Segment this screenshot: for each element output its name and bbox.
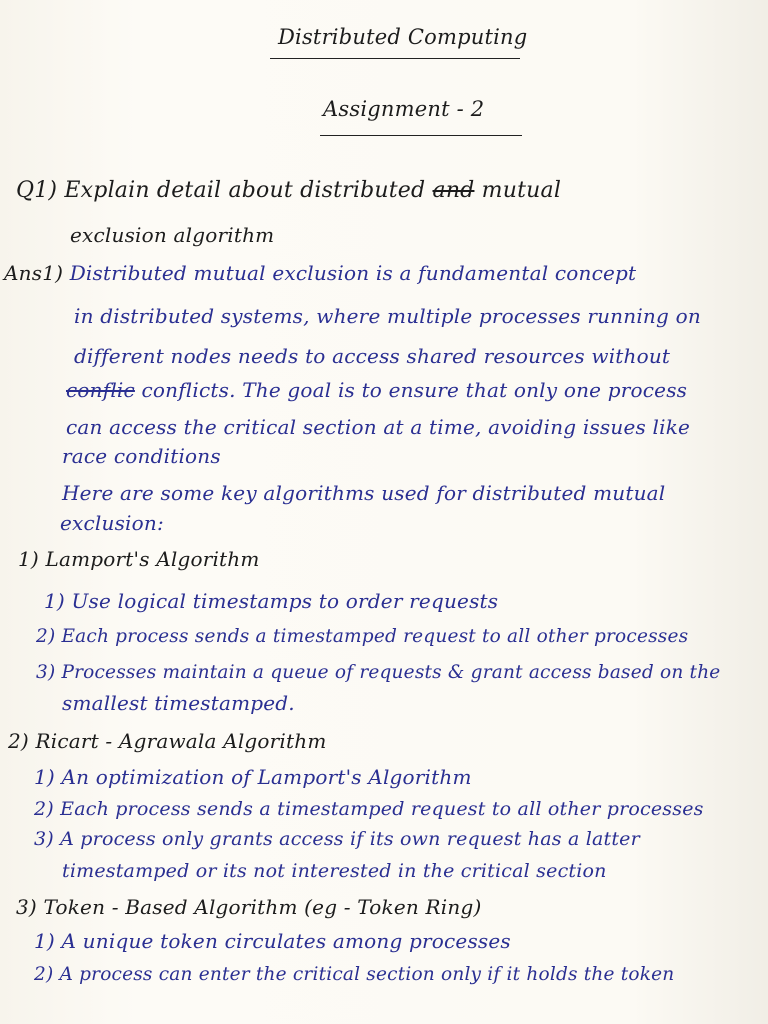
algorithm-point: 1) A unique token circulates among processes bbox=[34, 929, 511, 953]
algorithm-point: 2) A process can enter the critical section only if it holds the token bbox=[34, 964, 675, 985]
algorithm-heading: 3) Token - Based Algorithm (eg - Token Ring) bbox=[16, 895, 482, 919]
algorithm-point: 1) Use logical timestamps to order requests bbox=[44, 589, 499, 613]
question-number: Q1) bbox=[16, 178, 58, 203]
subtitle-underline bbox=[320, 135, 522, 136]
answer-line-2: in distributed systems, where multiple processes running on bbox=[74, 304, 701, 328]
page-title: Distributed Computing bbox=[278, 25, 528, 49]
title-underline bbox=[270, 58, 520, 59]
question-line-2: exclusion algorithm bbox=[70, 223, 275, 247]
algorithm-heading: 1) Lamport's Algorithm bbox=[18, 547, 260, 571]
answer-struck-word: conflic bbox=[66, 378, 135, 402]
answer-line-5: can access the critical section at a time, avoiding issues like bbox=[66, 415, 691, 439]
question-text: Explain detail about distributed bbox=[64, 178, 426, 203]
page-subtitle: Assignment - 2 bbox=[323, 97, 485, 121]
answer-line-1 bbox=[4, 260, 636, 286]
answer-text: conflicts. The goal is to ensure that only one process bbox=[141, 378, 688, 402]
answer-line-3: different nodes needs to access shared resources without bbox=[74, 344, 671, 368]
algorithm-point: 2) Each process sends a timestamped request to all other processes bbox=[36, 626, 689, 647]
answer-lead-2: exclusion: bbox=[60, 511, 164, 535]
algorithm-point: 2) Each process sends a timestamped request to all other processes bbox=[34, 798, 704, 820]
algorithm-point: 3) A process only grants access if its own request has a latter bbox=[34, 828, 640, 850]
answer-number: Ans1) bbox=[4, 261, 64, 285]
algorithm-heading: 2) Ricart - Agrawala Algorithm bbox=[8, 729, 327, 753]
algorithm-point: 1) An optimization of Lamport's Algorithm bbox=[34, 765, 472, 789]
question-line-1 bbox=[16, 178, 561, 204]
algorithm-point: timestamped or its not interested in the critical section bbox=[62, 860, 607, 882]
answer-lead-1: Here are some key algorithms used for distributed mutual bbox=[62, 481, 666, 505]
algorithm-point: smallest timestamped. bbox=[62, 691, 295, 715]
question-struck-word: and bbox=[432, 178, 475, 203]
answer-line-6: race conditions bbox=[62, 444, 221, 468]
algorithm-point: 3) Processes maintain a queue of requests & grant access based on the bbox=[36, 662, 721, 683]
answer-line-4 bbox=[66, 377, 687, 403]
answer-text: Distributed mutual exclusion is a fundamental concept bbox=[69, 261, 637, 285]
question-text-tail: mutual bbox=[481, 178, 562, 203]
